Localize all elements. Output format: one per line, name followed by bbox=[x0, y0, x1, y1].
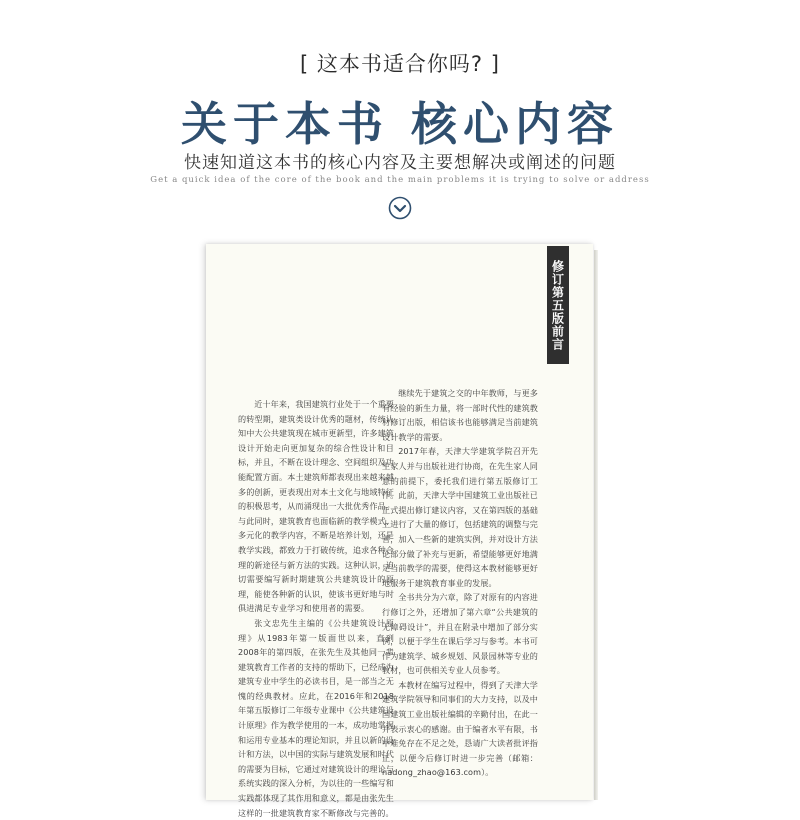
paragraph: 2017年春，天津大学建筑学院召开先生家人并与出版社进行协商，在先生家人同意的前提下，委托我们进行第五版修订工作。此前，天津大学中国建筑工业出版社已正式提出修订建议内容，又在第四版的基础上进行了大量的修订，包括建筑的调整与完善，加入一些新的建筑实例，并对设计方法论部分做了补充与更新，希望能够更好地满足当前教学的需要，使得这本教材能够更好地服务于建筑教育事业的发展。 bbox=[382, 446, 538, 588]
section-tag: [ 这本书适合你吗? ] bbox=[300, 52, 500, 76]
page-title: 关于本书 核心内容 bbox=[180, 97, 619, 151]
book-page-edge bbox=[594, 250, 598, 800]
side-tab-preface: 修订第五版前言 bbox=[547, 246, 569, 364]
text-column-right bbox=[382, 386, 538, 780]
paragraph: 全书共分为六章，除了对原有的内容进行修订之外，还增加了第六章“公共建筑的无障碍设计”，并且在附录中增加了部分实例，以便于学生在课后学习与参考。本书可作为建筑学、城乡规划、风景园林等专业的教材，也可供相关专业人员参考。 bbox=[382, 592, 538, 676]
paragraph: 近十年来，我国建筑行业处于一个重要的转型期，建筑类设计优秀的题材，传统认知中大公共建筑现在城市更新型，许多建筑设计开始走向更加复杂的综合性设计和目标，并且，不断在设计理念、空间组织及功能配置方面。本土建筑师都表现出来越来越多的创新，更表现出对本土文化与地域特征的积极思考，从而涌现出一大批优秀作品。与此同时，建筑教育也面临新的教学模式、多元化的教学内容，不断是培养计划，还是教学实践，都致力于打破传统，追求各种合理的新途径与新方法的实践。这种认识，迫切需要编写新时期建筑公共建筑设计的原理，能使各种新的认识，使该书更好地与时俱进满足专业学习和使用者的需要。 bbox=[238, 399, 394, 614]
page-subtitle: 快速知道这本书的核心内容及主要想解决或阐述的问题 bbox=[184, 153, 616, 173]
page-subtitle-english: Get a quick idea of the core of the book and the main problems it is trying to solve or address bbox=[150, 175, 650, 185]
chevron-down-circle-icon bbox=[388, 196, 412, 220]
paragraph: 本教材在编写过程中，得到了天津大学建筑学院领导和同事们的大力支持，以及中国建筑工业出版社编辑的辛勤付出，在此一并表示衷心的感谢。由于编者水平有限，书中难免存在不足之处，恳请广大读者批评指正，以便今后修订时进一步完善（邮箱：nadong_zhao@163.com）。 bbox=[382, 679, 538, 778]
paragraph: 继续先于建筑之交的中年教师，与更多有经验的新生力量，将一部时代性的建筑教材修订出版，相信该书也能够满足当前建筑设计教学的需要。 bbox=[382, 388, 538, 442]
text-column-left bbox=[238, 397, 394, 818]
paragraph: 张文忠先生主编的《公共建筑设计原理》从1983年第一版面世以来，直到2008年的第四版，在张先生及其他同一辈建筑教育工作者的支持的帮助下，已经成为建筑专业中学生的必读书目，是一部当之无愧的经典教材。应此，在2016年和2018年第五版修订二年级专业课中《公共建筑设计原理》作为教学使用的一本，成功地掌握和运用专业基本的理论知识，并且以新的设计和方法，以中国的实际与建筑发展和时代的需要为目标，它通过对建筑设计的理论与系统实践的深入分析，为以往的一些编写和实践都体现了其作用和意义，都是由张先生这样的一批建筑教育家不断修改与完善的。 bbox=[238, 617, 394, 818]
